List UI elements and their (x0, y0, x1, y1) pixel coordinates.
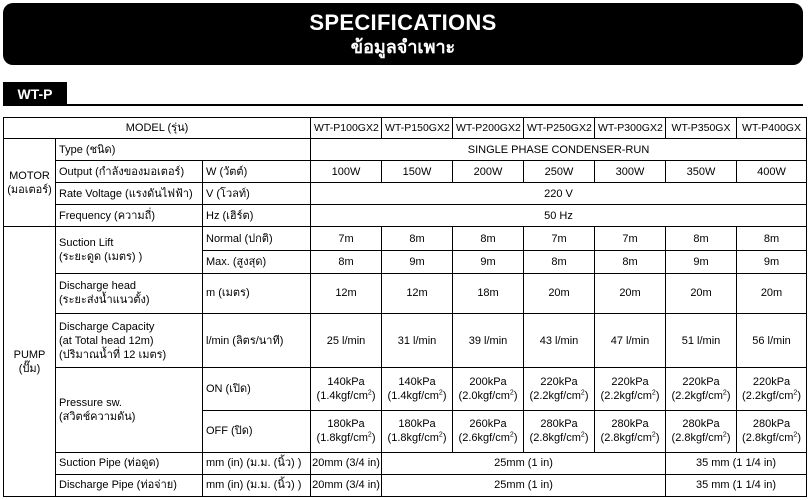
output-value: 350W (666, 161, 737, 183)
suction-pipe-unit: mm (in) (ม.ม. (นิ้ว) ) (203, 452, 311, 474)
pump-group-label-th: (ปั๊ม) (18, 362, 41, 375)
motor-group-label (4, 139, 56, 227)
pressure-on-value: 220kPa $(2.2kgf/cm^2)$ (737, 368, 807, 410)
discharge-capacity-value: 51 l/min (666, 313, 737, 368)
discharge-head-value: 18m (453, 273, 524, 313)
discharge-head-value: 20m (595, 273, 666, 313)
discharge-head-label (56, 273, 203, 313)
suction-lift-label-en: Suction Lift (59, 237, 114, 250)
discharge-head-value: 12m (382, 273, 453, 313)
pressure-switch-label-th: (สวิตช์ความดัน) (59, 411, 136, 424)
pressure-switch-label-en: Pressure sw. (59, 397, 122, 410)
max-label: Max. (สูงสุด) (203, 250, 311, 273)
title-english: SPECIFICATIONS (309, 10, 497, 35)
normal-label: Normal (ปกติ) (203, 227, 311, 250)
discharge-capacity-value: 43 l/min (524, 313, 595, 368)
suction-lift-normal-row (4, 227, 807, 250)
section-divider (3, 104, 803, 106)
pressure-off-value: 280kPa $(2.8kgf/cm^2)$ (666, 410, 737, 452)
pressure-off-value: 280kPa $(2.8kgf/cm^2)$ (595, 410, 666, 452)
suction-pipe-label: Suction Pipe (ท่อดูด) (56, 452, 203, 474)
frequency-label: Frequency (ความถี่) (56, 205, 203, 227)
pressure-on-value: 220kPa $(2.2kgf/cm^2)$ (666, 368, 737, 410)
pressure-on-label: ON (เปิด) (203, 368, 311, 410)
discharge-capacity-value: 39 l/min (453, 313, 524, 368)
discharge-head-label-th: (ระยะส่งน้ำแนวตั้ง) (59, 294, 150, 307)
discharge-pipe-value: 20mm (3/4 in) (311, 474, 382, 496)
voltage-unit: V (โวลท์) (203, 183, 311, 205)
suction-max-value: 8m (595, 250, 666, 273)
output-value: 300W (595, 161, 666, 183)
frequency-unit: Hz (เฮิร์ต) (203, 205, 311, 227)
pump-group-label-en: PUMP (13, 348, 46, 361)
spec-table (3, 117, 807, 497)
model-cell: WT-P400GX (737, 118, 807, 139)
title-banner (3, 3, 803, 65)
voltage-label: Rate Voltage (แรงดันไฟฟ้า) (56, 183, 203, 205)
suction-normal-value: 8m (382, 227, 453, 250)
discharge-head-value: 20m (524, 273, 595, 313)
suction-pipe-value: 35 mm (1 1/4 in) (666, 452, 807, 474)
discharge-pipe-row (4, 474, 807, 496)
output-label: Output (กำลังของมอเตอร์) (56, 161, 203, 183)
model-cell: WT-P350GX (666, 118, 737, 139)
title-thai: ข้อมูลจำเพาะ (350, 37, 456, 57)
suction-normal-value: 7m (595, 227, 666, 250)
pressure-on-value: 220kPa $(2.2kgf/cm^2)$ (595, 368, 666, 410)
motor-type-row (4, 139, 807, 161)
output-value: 100W (311, 161, 382, 183)
model-row (4, 118, 807, 139)
output-value: 150W (382, 161, 453, 183)
pressure-off-label: OFF (ปิด) (203, 410, 311, 452)
discharge-pipe-value: 35 mm (1 1/4 in) (666, 474, 807, 496)
motor-group-label-th: (มอเตอร์) (7, 183, 52, 196)
suction-lift-label-th: (ระยะดูด (เมตร) ) (59, 251, 143, 264)
model-cell: WT-P150GX2 (382, 118, 453, 139)
suction-pipe-value: 20mm (3/4 in) (311, 452, 382, 474)
suction-lift-label (56, 227, 203, 273)
suction-pipe-row (4, 452, 807, 474)
pressure-off-value: 180kPa $(1.8kgf/cm^2)$ (311, 410, 382, 452)
output-unit: W (วัตต์) (203, 161, 311, 183)
discharge-pipe-unit: mm (in) (ม.ม. (นิ้ว) ) (203, 474, 311, 496)
pressure-switch-label (56, 368, 203, 452)
discharge-head-unit: m (เมตร) (203, 273, 311, 313)
suction-pipe-value: 25mm (1 in) (382, 452, 666, 474)
model-cell: WT-P250GX2 (524, 118, 595, 139)
discharge-pipe-label: Discharge Pipe (ท่อจ่าย) (56, 474, 203, 496)
discharge-head-row (4, 273, 807, 313)
discharge-capacity-value: 31 l/min (382, 313, 453, 368)
pressure-on-value: 140kPa $(1.4kgf/cm^2)$ (311, 368, 382, 410)
discharge-head-value: 12m (311, 273, 382, 313)
discharge-capacity-value: 25 l/min (311, 313, 382, 368)
pressure-on-value: 220kPa $(2.2kgf/cm^2)$ (524, 368, 595, 410)
suction-max-value: 9m (737, 250, 807, 273)
pressure-on-row (4, 368, 807, 410)
discharge-head-label-en: Discharge head (59, 280, 137, 293)
discharge-head-value: 20m (737, 273, 807, 313)
pressure-off-value: 180kPa $(1.8kgf/cm^2)$ (382, 410, 453, 452)
motor-voltage-row (4, 183, 807, 205)
pressure-on-value: 200kPa $(2.0kgf/cm^2)$ (453, 368, 524, 410)
discharge-capacity-label-head: (at Total head 12m) (59, 334, 154, 347)
suction-max-value: 8m (311, 250, 382, 273)
model-cell: WT-P200GX2 (453, 118, 524, 139)
pressure-off-value: 280kPa $(2.8kgf/cm^2)$ (737, 410, 807, 452)
model-cell: WT-P100GX2 (311, 118, 382, 139)
suction-max-value: 9m (453, 250, 524, 273)
suction-normal-value: 8m (737, 227, 807, 250)
suction-max-value: 9m (382, 250, 453, 273)
motor-type-label: Type (ชนิด) (56, 139, 311, 161)
pressure-on-value: 140kPa $(1.4kgf/cm^2)$ (382, 368, 453, 410)
model-cell: WT-P300GX2 (595, 118, 666, 139)
motor-group-label-en: MOTOR (9, 169, 50, 182)
discharge-pipe-value: 25mm (1 in) (382, 474, 666, 496)
output-value: 200W (453, 161, 524, 183)
suction-normal-value: 7m (524, 227, 595, 250)
discharge-capacity-unit: l/min (ลิตร/นาที) (203, 313, 311, 368)
frequency-value: 50 Hz (311, 205, 807, 227)
series-badge: WT-P (3, 82, 67, 106)
suction-normal-value: 8m (666, 227, 737, 250)
suction-max-value: 9m (666, 250, 737, 273)
discharge-capacity-value: 47 l/min (595, 313, 666, 368)
discharge-capacity-label-en: Discharge Capacity (59, 320, 155, 333)
pressure-off-value: 280kPa $(2.8kgf/cm^2)$ (524, 410, 595, 452)
suction-normal-value: 8m (453, 227, 524, 250)
pressure-off-value: 260kPa $(2.6kgf/cm^2)$ (453, 410, 524, 452)
output-value: 400W (737, 161, 807, 183)
suction-normal-value: 7m (311, 227, 382, 250)
discharge-capacity-value: 56 l/min (737, 313, 807, 368)
discharge-head-value: 20m (666, 273, 737, 313)
motor-frequency-row (4, 205, 807, 227)
suction-max-value: 8m (524, 250, 595, 273)
output-value: 250W (524, 161, 595, 183)
discharge-capacity-row (4, 313, 807, 368)
motor-output-row (4, 161, 807, 183)
pump-group-label (4, 227, 56, 497)
motor-type-value: SINGLE PHASE CONDENSER-RUN (311, 139, 807, 161)
discharge-capacity-label-th: (ปริมาณน้ำที่ 12 เมตร) (59, 348, 167, 361)
voltage-value: 220 V (311, 183, 807, 205)
model-label: MODEL (รุ่น) (4, 118, 311, 139)
discharge-capacity-label (56, 313, 203, 368)
